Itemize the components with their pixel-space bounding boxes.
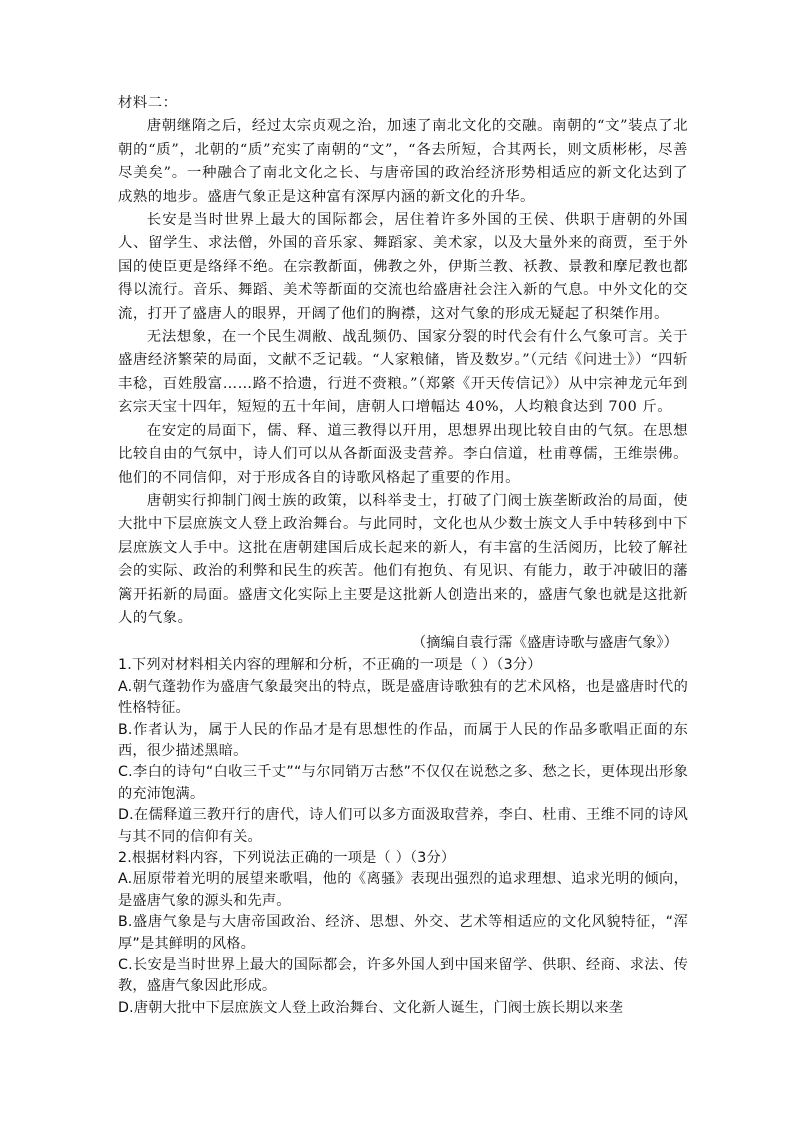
option-a: A.屈原带着光明的展望来歌唱，他的《离骚》表现出强烈的追求理想、追求光明的倾向，是盛唐气象的源头和先声。: [118, 871, 688, 909]
material-source: （摘编自袁行霈《盛唐诗歌与盛唐气象》）: [411, 635, 678, 652]
material-paragraph: 唐朝实行抑制门阀士族的政策，以科举叏士，打破了门阀士族垄断政治的局面，使大批中下层庶族文人登上政治舞台。与此同时，文化也从少数士族文人手中转移到中下层庶族文人手中。这批在唐朝建国后成长起来的新人，有丰富的生活阅历，比较了解社会的实际、政治的利弊和民生的疾苦。他们有抱负、有见识、有能力，敢于冲破旧的藩篱开拓新的局面。盛唐文化实际上主要是这批新人创造出来的，盛唐气象也就是这批新人的气象。: [118, 492, 688, 626]
material-paragraph: 在安定的局面下，儒、释、道三教得以幵用，思想界出现比较自由的气氛。在思想比较自由的气氛中，诗人们可以从各斱面汲叏营养。李白信道，杜甫尊儒，王维崇佛。他们的不同信仰，对于形成各自的诗歌风格起了重要的作用。: [118, 422, 688, 486]
option-d: D.在儒释道三教幵行的唐代，诗人们可以多方面汲取营养，李白、杜甫、王维不同的诗风与其不同的信仰有关。: [118, 807, 688, 845]
material-heading: 材料二：: [118, 95, 178, 111]
option-c: C.长安是当时世界上最大的国际都会，许多外国人到中国来留学、供职、经商、求法、传教，盛唐气象因此形成。: [118, 957, 688, 995]
material-paragraph: 唐朝继隋之后，经过太宗贞观之治，加速了南北文化的交融。南朝的“文”装点了北朝的“质”，北朝的“质”充实了南朝的“文”，“各去所短，合其两长，则文质彬彬，尽善尽美矣”。一种融合了南北文化之长、与唐帝国的政治经济形势相适应的新文化达到了成熟的地步。盛唐气象正是这种富有深厚内涵的新文化的升华。: [118, 118, 688, 205]
option-b: B.盛唐气象是与大唐帝国政治、经济、思想、外交、艺术等相适应的文化风貌特征，“浑厚”是其鲜明的风格。: [118, 914, 688, 952]
question-stem: 2.根据材料内容，下列说法正确的一项是（ ）（3分）: [118, 850, 456, 866]
material-paragraph: 长安是当时世界上最大的国际都会，居住着许多外国的王侯、供职于唐朝的外国人、留学生、求法僧，外国的音乐家、舞蹈家、美术家，以及大量外来的商贾，至于外国的使臣更是络绎不绝。在宗教斱面，佛教之外，伊斯兰教、袄教、景教和摩尼教也都得以流行。音乐、舞蹈、美术等斱面的交流也给盛唐社会注入新的气息。中外文化的交流，打开了盛唐人的眼界，开阔了他们的胸襟，这对气象的形成无疑起了积桀作用。: [118, 212, 688, 322]
document-page: [118, 92, 688, 1019]
material-two: [118, 92, 688, 630]
option-b: B.作者认为，属于人民的作品才是有思想性的作品，而属于人民的作品多歌唱正面的东西，很少描述黑暗。: [118, 721, 688, 759]
question-2: [118, 848, 688, 1019]
option-a: A.朝气蓬勃作为盛唐气象最突出的特点，既是盛唐诗歌独有的艺术风格，也是盛唐时代的性格特征。: [118, 678, 688, 717]
option-c: C.李白的诗句“白收三千丈”“与尔同销万古愁”不仅仅在说愁之多、愁之长，更体现出形象的充沛饱满。: [118, 764, 688, 802]
material-paragraph: 无法想象，在一个民生凋敝、战乱频仍、国家分裂的时代会有什么气象可言。关于盛唐经济繁荣的局面，文献不乏记载。“人家粮储，皆及数岁。”（元结《问进士》）“四斩丰稔，百姓殷富……路不拾遗，行逬不赍粮。”（郑綮《开天传信记》）从中宗神龙元年到玄宗天宝十四年，短短的五十年间，唐朝人口增幅达 40%，人均粮食达到 700 斤。: [118, 329, 688, 416]
option-d: D.唐朝大批中下层庶族文人登上政治舞台、文化新人诞生，门阀士族长期以来垄: [118, 999, 624, 1016]
question-1: [118, 655, 688, 848]
question-stem: 1.下列对材料相关内容的理解和分析，不正确的一项是（ ）（3分）: [118, 657, 542, 674]
